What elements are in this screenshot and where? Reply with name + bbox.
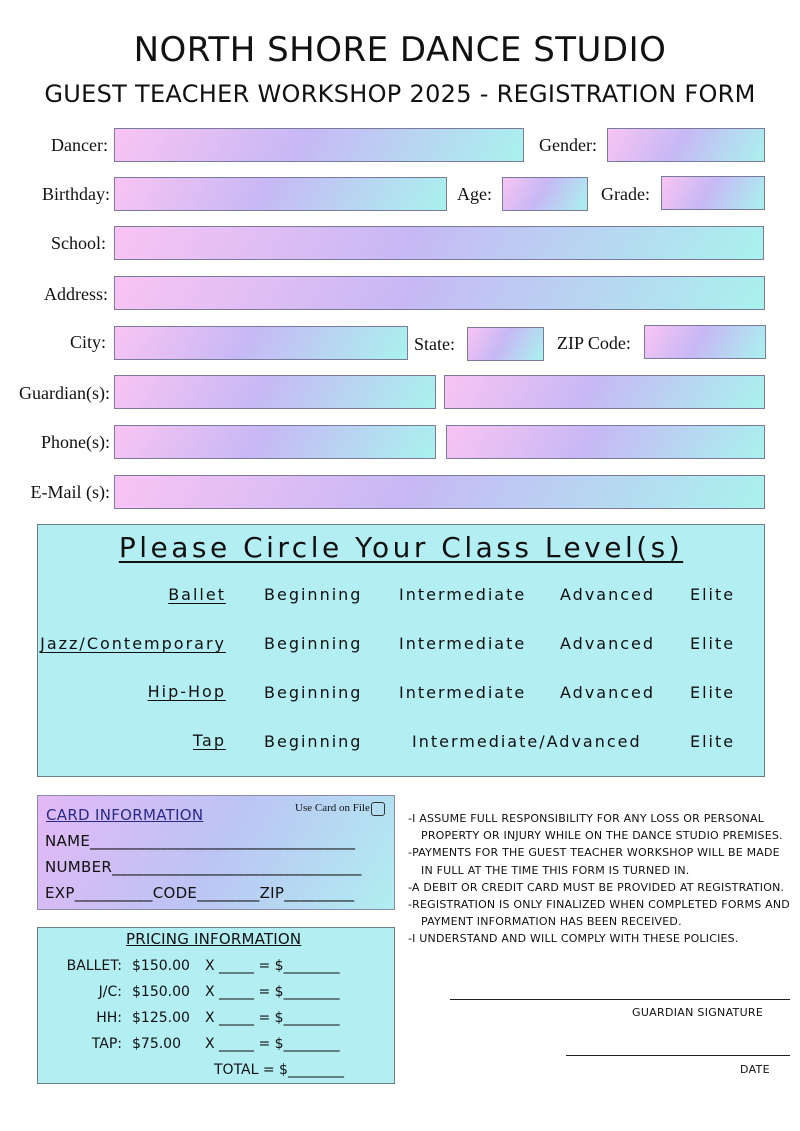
- email-field[interactable]: [114, 475, 765, 509]
- price-calc-line[interactable]: X _____ = $________: [205, 1036, 340, 1052]
- school-field[interactable]: [114, 226, 764, 260]
- age-label: Age:: [457, 184, 492, 204]
- level-option[interactable]: Intermediate: [399, 683, 527, 702]
- price-label: HH:: [96, 1010, 122, 1026]
- policy-line: -REGISTRATION IS ONLY FINALIZED WHEN COMPLETED FORMS AND: [408, 898, 790, 912]
- price-calc-line[interactable]: X _____ = $________: [205, 1010, 340, 1026]
- policy-line: -A DEBIT OR CREDIT CARD MUST BE PROVIDED AT REGISTRATION.: [408, 880, 785, 894]
- level-option[interactable]: Advanced: [560, 634, 656, 653]
- price-label: TAP:: [91, 1036, 122, 1052]
- style-tap: Tap: [192, 731, 226, 750]
- state-field[interactable]: [467, 327, 544, 361]
- dancer-field[interactable]: [114, 128, 524, 162]
- price-label: BALLET:: [66, 958, 122, 974]
- guardian-signature-line[interactable]: [450, 999, 790, 1000]
- phones-label: Phone(s):: [41, 432, 110, 452]
- level-option[interactable]: Elite: [690, 585, 736, 604]
- address-field[interactable]: [114, 276, 765, 310]
- level-option[interactable]: Intermediate: [399, 634, 527, 653]
- level-option[interactable]: Beginning: [264, 683, 363, 702]
- guardians-label: Guardian(s):: [19, 383, 110, 403]
- zip-label: ZIP Code:: [557, 333, 631, 353]
- card-number-line[interactable]: NUMBER________________________________: [45, 858, 362, 876]
- policy-line: -PAYMENTS FOR THE GUEST TEACHER WORKSHOP WILL BE MADE: [408, 846, 780, 860]
- grade-label: Grade:: [601, 184, 650, 204]
- policy-line: -I ASSUME FULL RESPONSIBILITY FOR ANY LOSS OR PERSONAL: [408, 812, 765, 825]
- city-label: City:: [69, 332, 106, 352]
- level-option[interactable]: Beginning: [264, 634, 363, 653]
- card-name-line[interactable]: NAME__________________________________: [45, 832, 356, 850]
- state-label: State:: [414, 334, 455, 354]
- guardian-1-field[interactable]: [114, 375, 436, 409]
- price-value: $75.00: [132, 1036, 181, 1052]
- level-option[interactable]: Elite: [690, 683, 736, 702]
- guardian-2-field[interactable]: [444, 375, 765, 409]
- phone-2-field[interactable]: [446, 425, 765, 459]
- level-option[interactable]: Elite: [690, 732, 736, 751]
- date-line[interactable]: [566, 1055, 790, 1056]
- policies-text: [408, 810, 798, 948]
- city-field[interactable]: [114, 326, 408, 360]
- use-card-checkbox[interactable]: [371, 802, 385, 816]
- level-option[interactable]: Beginning: [264, 732, 363, 751]
- address-label: Address:: [44, 284, 108, 304]
- gender-field[interactable]: [607, 128, 765, 162]
- pricing-information-box: [37, 927, 395, 1084]
- level-option[interactable]: Advanced: [560, 585, 656, 604]
- level-option[interactable]: Advanced: [560, 683, 656, 702]
- policy-line: PROPERTY OR INJURY WHILE ON THE DANCE STUDIO PREMISES.: [421, 829, 783, 843]
- price-label: J/C:: [98, 984, 122, 1000]
- policy-line: PAYMENT INFORMATION HAS BEEN RECEIVED.: [421, 915, 682, 929]
- class-levels-title: Please Circle Your Class Level(s): [118, 531, 684, 564]
- level-option[interactable]: Beginning: [264, 585, 363, 604]
- price-value: $150.00: [132, 984, 190, 1000]
- birthday-field[interactable]: [114, 177, 447, 211]
- price-value: $125.00: [132, 1010, 190, 1026]
- age-field[interactable]: [502, 177, 588, 211]
- phone-1-field[interactable]: [114, 425, 436, 459]
- birthday-label: Birthday:: [42, 184, 110, 204]
- policy-line: -I UNDERSTAND AND WILL COMPLY WITH THESE POLICIES.: [408, 932, 739, 946]
- use-card-label: Use Card on File: [295, 802, 370, 814]
- price-calc-line[interactable]: X _____ = $________: [205, 958, 340, 974]
- page-subtitle: GUEST TEACHER WORKSHOP 2025 - REGISTRATION FORM: [44, 80, 756, 108]
- pricing-information-title: PRICING INFORMATION: [126, 930, 302, 948]
- guardian-signature-label: GUARDIAN SIGNATURE: [632, 1006, 764, 1019]
- card-information-title: CARD INFORMATION: [46, 806, 204, 824]
- policy-line: IN FULL AT THE TIME THIS FORM IS TURNED IN.: [421, 863, 690, 877]
- style-hip-hop: Hip-Hop: [147, 682, 226, 701]
- price-calc-line[interactable]: X _____ = $________: [205, 984, 340, 1000]
- grade-field[interactable]: [661, 176, 765, 210]
- dancer-label: Dancer:: [51, 135, 108, 155]
- date-label: DATE: [740, 1063, 770, 1076]
- style-ballet: Ballet: [168, 585, 226, 604]
- price-total-line[interactable]: TOTAL = $________: [214, 1062, 344, 1078]
- card-exp-code-zip-line[interactable]: EXP__________CODE________ZIP_________: [45, 884, 355, 902]
- school-label: School:: [50, 233, 106, 253]
- zip-field[interactable]: [644, 325, 766, 359]
- level-option[interactable]: Elite: [690, 634, 736, 653]
- style-jazz-contemporary: Jazz/Contemporary: [40, 634, 226, 653]
- email-label: E-Mail (s):: [30, 482, 110, 502]
- level-option[interactable]: Intermediate: [399, 585, 527, 604]
- gender-label: Gender:: [539, 135, 597, 155]
- price-value: $150.00: [132, 958, 190, 974]
- level-option[interactable]: Intermediate/Advanced: [412, 732, 642, 751]
- page-title: NORTH SHORE DANCE STUDIO: [133, 30, 667, 70]
